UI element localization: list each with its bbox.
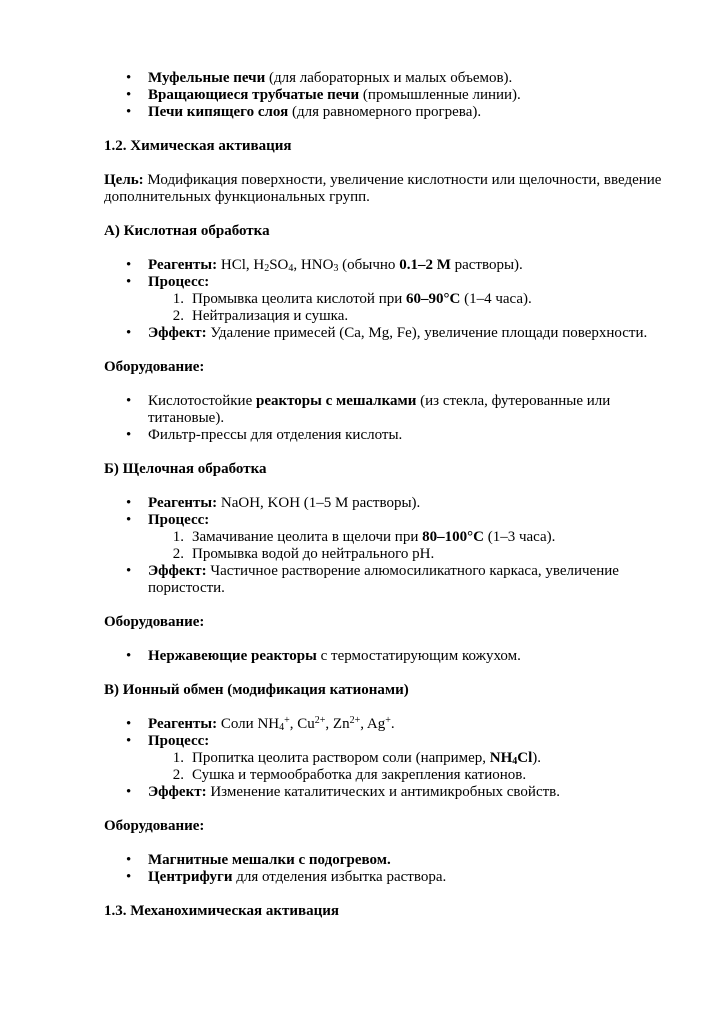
item-term: Печи кипящего слоя <box>148 104 289 120</box>
equipment-text: Кислотостойкие <box>148 393 256 409</box>
goal-label: Цель: <box>104 172 144 188</box>
bullet-icon: • <box>126 257 132 273</box>
item-number: 2. <box>172 308 184 324</box>
bullet-icon: • <box>126 784 132 800</box>
process-label: Процесс: <box>148 733 210 749</box>
temperature: 80–100°C <box>422 529 484 545</box>
equipment-heading: Оборудование: <box>104 818 205 834</box>
list-item <box>126 648 521 665</box>
item-number: 2. <box>172 546 184 562</box>
numbered-item <box>172 767 527 784</box>
subsection-heading: Б) Щелочная обработка <box>104 461 267 477</box>
reagents-text: SO <box>269 257 289 273</box>
step-text: Нейтрализация и сушка. <box>192 308 349 324</box>
numbered-item <box>172 546 435 563</box>
item-number: 1. <box>172 750 184 766</box>
item-text: (промышленные линии). <box>359 87 521 103</box>
effect-text: Удаление примесей (Ca, Mg, Fe), увеличение площади поверхности. <box>206 325 648 341</box>
step-text: (1–4 часа). <box>460 291 532 307</box>
step-text: (1–3 часа). <box>483 529 556 545</box>
goal-paragraph <box>104 172 664 206</box>
reagents-text: NaOH, KOH (1–5 M растворы). <box>217 495 421 511</box>
superscript: + <box>284 715 290 726</box>
bullet-icon: • <box>126 274 132 290</box>
equipment-text: Фильтр-прессы для отделения кислоты. <box>148 427 403 443</box>
reagents-text: Соли NH <box>217 716 280 732</box>
list-item <box>126 563 668 597</box>
list-item <box>126 87 521 104</box>
list-item <box>126 427 403 444</box>
formula: Cl <box>517 750 533 766</box>
subsection-heading: А) Кислотная обработка <box>104 223 270 239</box>
equipment-heading: Оборудование: <box>104 614 205 630</box>
bullet-icon: • <box>126 393 132 409</box>
bullet-icon: • <box>126 563 132 579</box>
subscript: 4 <box>279 722 285 733</box>
reagents-text: . <box>390 716 395 732</box>
bullet-icon: • <box>126 512 132 528</box>
reagents-text: HCl, H <box>217 257 265 273</box>
step-text: ). <box>532 750 542 766</box>
subscript: 2 <box>264 263 270 274</box>
bullet-icon: • <box>126 325 132 341</box>
effect-label: Эффект: <box>148 784 207 800</box>
numbered-item <box>172 308 349 325</box>
reagents-text: , HNO <box>293 257 334 273</box>
list-item <box>126 869 447 886</box>
list-item <box>126 70 513 87</box>
item-number: 2. <box>172 767 184 783</box>
subscript: 4 <box>288 263 294 274</box>
bullet-icon: • <box>126 648 132 664</box>
equipment-text: (из стекла, футерованные или титановые). <box>148 393 611 426</box>
list-item <box>126 852 391 869</box>
step-text: Пропитка цеолита раствором соли (например, <box>192 750 490 766</box>
list-item <box>126 257 523 274</box>
list-item <box>126 784 560 801</box>
reagents-text: , Zn <box>325 716 350 732</box>
equipment-term: Центрифуги <box>148 869 233 885</box>
bullet-icon: • <box>126 87 132 103</box>
item-text: (для лабораторных и малых объемов). <box>265 70 513 86</box>
superscript: 2+ <box>349 715 361 726</box>
reagents-label: Реагенты: <box>148 257 218 273</box>
bullet-icon: • <box>126 733 132 749</box>
item-number: 1. <box>172 529 184 545</box>
bullet-icon: • <box>126 104 132 120</box>
reagents-text: растворы). <box>450 257 523 273</box>
step-text: Сушка и термообработка для закрепления катионов. <box>192 767 527 783</box>
list-item <box>126 512 210 529</box>
numbered-item <box>172 291 532 308</box>
list-item <box>126 733 210 750</box>
bullet-icon: • <box>126 70 132 86</box>
bullet-icon: • <box>126 852 132 868</box>
effect-label: Эффект: <box>148 563 207 579</box>
section-heading: 1.2. Химическая активация <box>104 138 292 154</box>
equipment-text: с термостатирующим кожухом. <box>316 648 521 664</box>
formula: NH <box>489 750 513 766</box>
item-text: (для равномерного прогрева). <box>288 104 482 120</box>
subscript: 4 <box>512 756 518 767</box>
equipment-term: реакторы с мешалками <box>255 393 417 409</box>
effect-label: Эффект: <box>148 325 207 341</box>
item-number: 1. <box>172 291 184 307</box>
equipment-term: Магнитные мешалки с подогревом. <box>148 852 391 868</box>
bullet-icon: • <box>126 427 132 443</box>
list-item <box>126 274 210 291</box>
list-item <box>126 715 395 733</box>
step-text: Замачивание цеолита в щелочи при <box>192 529 423 545</box>
list-item <box>126 104 482 121</box>
goal-text: Модификация поверхности, увеличение кислотности или щелочности, введение дополнительных функциональных групп. <box>104 172 662 205</box>
concentration: 0.1–2 M <box>399 257 451 273</box>
superscript: + <box>385 715 391 726</box>
list-item <box>126 495 421 512</box>
reagents-text: (обычно <box>338 257 400 273</box>
list-item <box>126 325 648 342</box>
item-term: Вращающиеся трубчатые печи <box>148 87 360 103</box>
process-label: Процесс: <box>148 274 210 290</box>
step-text: Промывка водой до нейтрального pH. <box>192 546 435 562</box>
numbered-item <box>172 529 556 546</box>
process-label: Процесс: <box>148 512 210 528</box>
item-term: Муфельные печи <box>148 70 266 86</box>
reagents-label: Реагенты: <box>148 716 218 732</box>
equipment-term: Нержавеющие реакторы <box>148 648 317 664</box>
bullet-icon: • <box>126 716 132 732</box>
section-heading: 1.3. Механохимическая активация <box>104 903 340 919</box>
subsection-heading: В) Ионный обмен (модификация катионами) <box>104 682 409 698</box>
subscript: 3 <box>333 263 339 274</box>
list-item <box>126 393 668 427</box>
temperature: 60–90°C <box>406 291 461 307</box>
equipment-heading: Оборудование: <box>104 359 205 375</box>
effect-text: Частичное растворение алюмосиликатного каркаса, увеличение пористости. <box>148 563 619 596</box>
bullet-icon: • <box>126 495 132 511</box>
bullet-icon: • <box>126 869 132 885</box>
superscript: 2+ <box>314 715 326 726</box>
equipment-text: для отделения избытка раствора. <box>232 869 447 885</box>
step-text: Промывка цеолита кислотой при <box>192 291 407 307</box>
numbered-item <box>172 750 542 767</box>
reagents-text: , Ag <box>360 716 386 732</box>
reagents-label: Реагенты: <box>148 495 218 511</box>
reagents-text: , Cu <box>289 716 315 732</box>
effect-text: Изменение каталитических и антимикробных свойств. <box>206 784 560 800</box>
